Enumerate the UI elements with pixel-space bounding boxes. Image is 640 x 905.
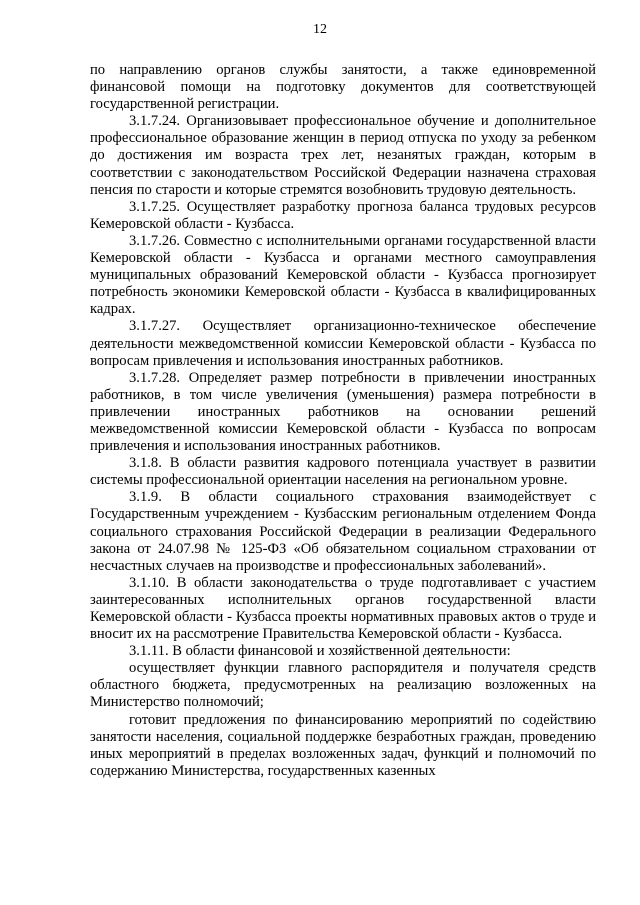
paragraph-3-1-7-27: 3.1.7.27. Осуществляет организационно-техническое обеспечение деятельности межведомственной комиссии Кемеровской области - Кузбасса по вопросам привлечения и использования иностранных работников. — [90, 318, 596, 369]
paragraph-3-1-9: 3.1.9. В области социального страхования взаимодействует с Государственным учреждением - Кузбасским региональным отделением Фонда социального страхования Российской Федерации в реализации Федерального закона от 24.07.98 № 125-ФЗ «Об обязательном социальном страховании от несчастных случаев на производстве и профессиональных заболеваний». — [90, 489, 596, 574]
paragraph-budget-functions: осуществляет функции главного распорядителя и получателя средств областного бюджета, предусмотренных на реализацию возложенных на Министерство полномочий; — [90, 660, 596, 711]
paragraph-3-1-7-25: 3.1.7.25. Осуществляет разработку прогноза баланса трудовых ресурсов Кемеровской области - Кузбасса. — [90, 198, 596, 232]
page-number: 12 — [313, 22, 327, 37]
paragraph-3-1-7-24: 3.1.7.24. Организовывает профессиональное обучение и дополнительное профессиональное образование женщин в период отпуска по уходу за ребенком до достижения им возраста трех лет, незанятых граждан, которым в соответствии с законодательством Российской Федерации назначена страховая пенсия по старости и которые стремятся возобновить трудовую деятельность. — [90, 113, 596, 198]
paragraph-3-1-8: 3.1.8. В области развития кадрового потенциала участвует в развитии системы профессиональной ориентации населения на региональном уровне. — [90, 455, 596, 489]
paragraph-3-1-7-26: 3.1.7.26. Совместно с исполнительными органами государственной власти Кемеровской области - Кузбасса и органами местного самоуправления муниципальных образований Кемеровской области - Кузбасса прогнозирует потребность экономики Кемеровской области - Кузбасса в квалифицированных кадрах. — [90, 232, 596, 318]
paragraph-3-1-11: 3.1.11. В области финансовой и хозяйственной деятельности: — [129, 643, 511, 660]
document-body — [90, 62, 596, 780]
paragraph-3-1-7-28: 3.1.7.28. Определяет размер потребности в привлечении иностранных работников, в том числе увеличения (уменьшения) размера потребности в привлечении иностранных работников на основании решений межведомственной комиссии Кемеровской области - Кузбасса по вопросам привлечения и использования иностранных работников. — [90, 369, 596, 455]
paragraph-financing-proposals: готовит предложения по финансированию мероприятий по содействию занятости населения, социальной поддержке безработных граждан, проведению иных мероприятий в пределах возложенных задач, функций и полномочий по содержанию Министерства, государственных казенных — [90, 711, 596, 779]
paragraph-3-1-10: 3.1.10. В области законодательства о труде подготавливает с участием заинтересованных исполнительных органов государственной власти Кемеровской области - Кузбасса проекты нормативных правовых актов о труде и вносит их на рассмотрение Правительства Кемеровской области - Кузбасса. — [90, 574, 596, 643]
paragraph-continuation: по направлению органов службы занятости, а также единовременной финансовой помощи на подготовку документов для соответствующей государственной регистрации. — [90, 62, 596, 113]
